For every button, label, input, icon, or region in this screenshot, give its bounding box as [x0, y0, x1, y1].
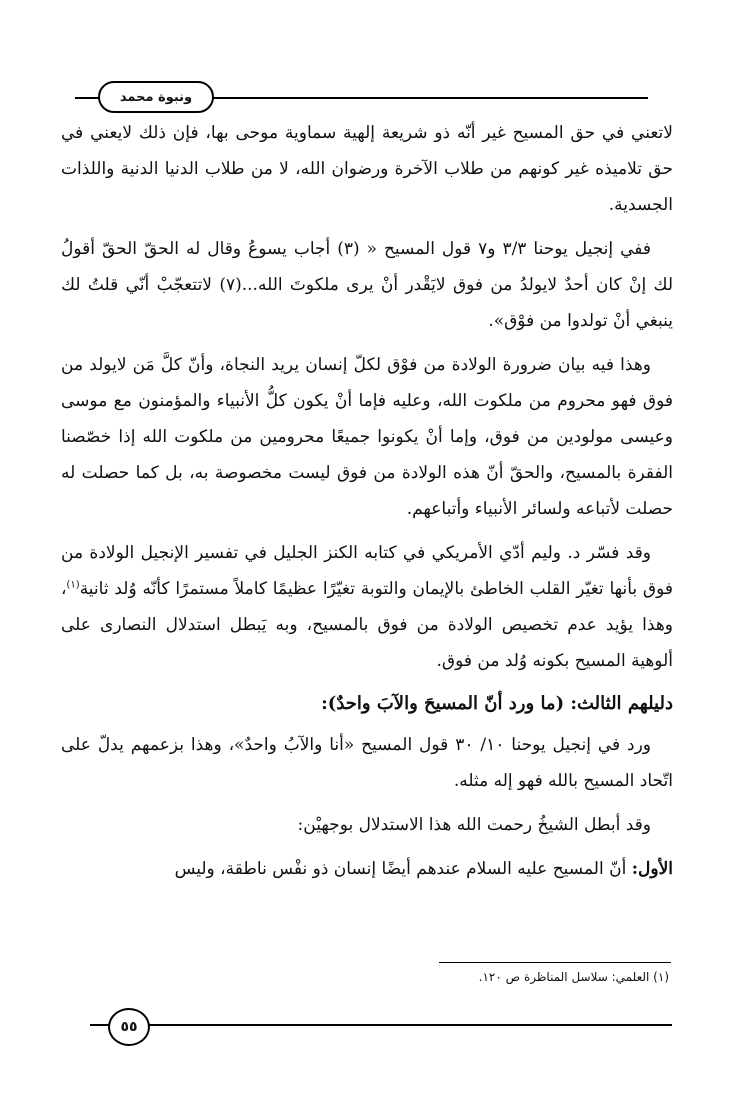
footnote: (١) العلمي: سلاسل المناظرة ص ١٢٠.	[478, 970, 669, 984]
paragraph-1: لاتعني في حق المسيح غير أنّه ذو شريعة إلهية سماوية موحى بها، فإن ذلك لايعني في حق تلاميذه غير كونهم من طلاب الآخرة ورضوان الله، لا من طلاب الدنيا الدنية واللذات الجسدية.	[61, 123, 673, 215]
body-text	[61, 115, 673, 895]
page-number: ٥٥	[108, 1008, 150, 1046]
paragraph-5: ورد في إنجيل يوحنا ١٠/ ٣٠ قول المسيح «أنا والآبُ واحدٌ»، وهذا بزعمهم يدلّ على اتّحاد المسيح بالله فهو إله مثله.	[61, 735, 673, 791]
footer-rule	[140, 1024, 672, 1026]
paragraph-3: وهذا فيه بيان ضرورة الولادة من فوْق لكلّ إنسان يريد النجاة، وأنّ كلَّ مَن لايولد من فوق فهو محروم من ملكوت الله، وعليه فإما أنْ يكون كلُّ الأنبياء والمؤمنون مع موسى وعيسى مولودين من فوق، وإما أنْ يكونوا جميعًا محرومين من ملكوت الله إذا خصّصنا الفقرة بالمسيح، والحقّ أنّ هذه الولادة من فوق ليست مخصوصة به، بل كما حصلت له حصلت لأتباعه ولسائر الأنبياء وأتباعهم.	[61, 355, 673, 519]
footnote-rule	[439, 962, 671, 963]
paragraph-7-lead: الأول:	[631, 859, 673, 879]
paragraph-4	[61, 535, 673, 679]
paragraph-7	[61, 851, 673, 887]
paragraph-4-part-1: وقد فسّر د. وليم أدّي الأمريكي في كتابه الكنز الجليل في تفسير الإنجيل الولادة من فوق بأنها تغيّر القلب الخاطئ بالإيمان والتوبة تغيّرًا عظيمًا كاملاً مستمرًا كأنّه وُلد ثانية	[61, 543, 673, 599]
running-header-title: ونبوة محمد	[98, 81, 214, 113]
paragraph-7-text: أنّ المسيح عليه السلام عندهم أيضًا إنسان ذو نفْس ناطقة، وليس	[174, 859, 632, 879]
footnote-marker: (١)	[66, 579, 80, 591]
paragraph-2: ففي إنجيل يوحنا ٣/٣ و٧ قول المسيح « (٣) أجاب يسوعُ وقال له الحقّ الحقّ أقولُ لك إنْ كان أحدٌ لايولدُ من فوق لايَقْدر أنْ يرى ملكوتَ الله...(٧) لاتتعجّبْ أنّي قلتُ لك ينبغي أنْ تولدوا من فوْق».	[61, 239, 674, 331]
paragraph-4-part-2: ، وهذا يؤيد عدم تخصيص الولادة من فوق بالمسيح، وبه يَبطل استدلال النصارى على ألوهية المسيح بكونه وُلد من فوق.	[61, 579, 673, 671]
section-heading: دليلهم الثالث: (ما ورد أنّ المسيحَ والآبَ واحدٌ):	[321, 693, 673, 714]
paragraph-6: وقد أبطل الشيخُ رحمت الله هذا الاستدلال بوجهيْن:	[297, 815, 651, 835]
